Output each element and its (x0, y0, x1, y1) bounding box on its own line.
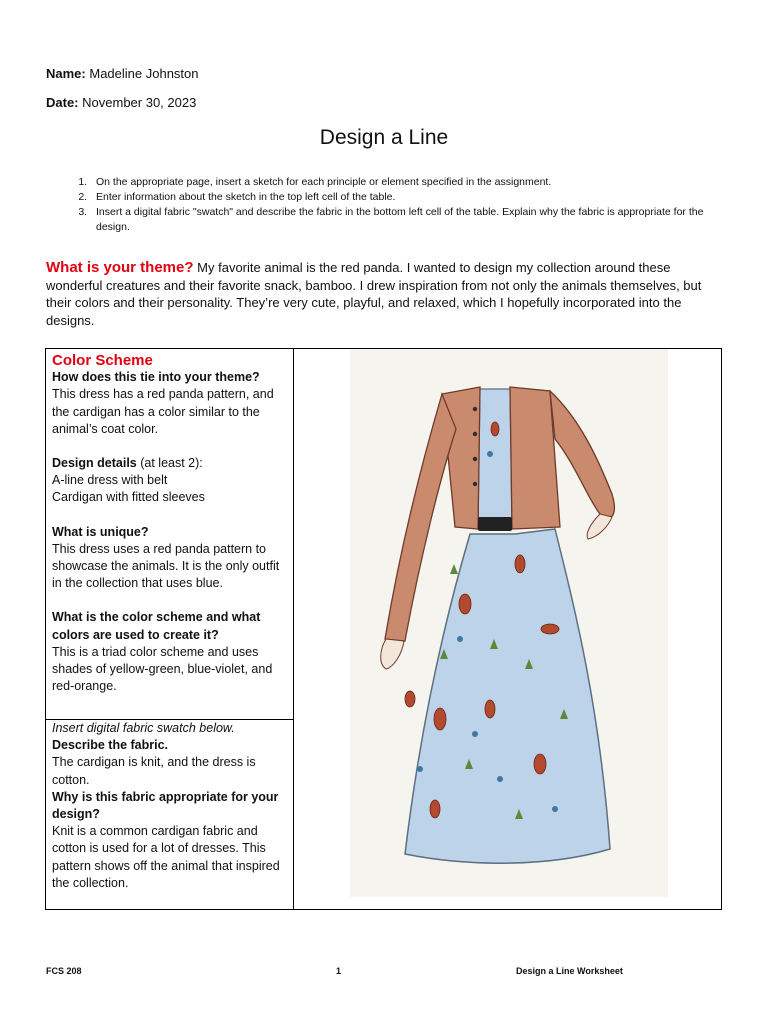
red-panda-motif (534, 754, 546, 774)
question-fabric: Describe the fabric. (52, 738, 169, 753)
right-hand (587, 514, 612, 539)
flower-motif (487, 451, 493, 457)
cardigan-button (473, 407, 477, 411)
dress-belt (478, 517, 512, 531)
page-title: Design a Line (319, 126, 449, 149)
design-table (45, 348, 722, 910)
cardigan-button (473, 482, 477, 486)
footer-page-number: 1 (336, 966, 342, 976)
footer-course: FCS 208 (46, 966, 82, 976)
design-detail-item: Cardigan with fitted sleeves (52, 490, 205, 505)
cardigan-left-sleeve (385, 394, 456, 641)
red-panda-motif (491, 422, 499, 436)
question-theme-tie: How does this tie into your theme? (52, 370, 260, 385)
theme-paragraph (46, 259, 726, 329)
theme-answer: My favorite animal is the red panda. I wanted to design my collection around these wonderful creatures and their favorite snack, bamboo. I drew inspiration from not only the animals themselves, but their colors and their personality. They’re very cute, playful, and relaxed, which I hopefully incorporated into the designs. (46, 260, 702, 328)
answer-theme-tie: This dress has a red panda pattern, and the cardigan has a color similar to the animal’s coat color. (52, 387, 274, 436)
date-label: Date: (46, 95, 79, 110)
question-color-scheme: What is the color scheme and what colors are used to create it? (52, 610, 261, 642)
red-panda-motif (430, 800, 440, 818)
design-details-heading (52, 455, 287, 472)
design-details-hint: (at least 2): (140, 456, 203, 471)
answer-unique: This dress uses a red panda pattern to showcase the animals. It is the only outfit in the collection that uses blue. (52, 541, 280, 591)
red-panda-motif (459, 594, 471, 614)
name-label: Name: (46, 66, 86, 81)
question-unique: What is unique? (52, 524, 149, 539)
question-fabric-appropriate: Why is this fabric appropriate for your design? (52, 789, 279, 822)
instructions-list (46, 175, 730, 235)
red-panda-motif (515, 555, 525, 573)
answer-fabric-appropriate: Knit is a common cardigan fabric and cotton is used for a lot of dresses. This pattern shows off the animal that inspired the collection. (52, 824, 280, 890)
table-left-column (46, 349, 294, 909)
dress-sketch-illustration (350, 349, 668, 897)
section-title: Color Scheme (52, 352, 153, 369)
answer-fabric: The cardigan is knit, and the dress is cotton. (52, 755, 256, 787)
cardigan-button (473, 457, 477, 461)
theme-question: What is your theme? (46, 259, 194, 276)
flower-motif (457, 636, 463, 642)
cardigan-button (473, 432, 477, 436)
name-field (46, 66, 199, 81)
dress-bodice (478, 389, 512, 529)
fabric-cell (46, 720, 293, 892)
red-panda-motif (485, 700, 495, 718)
instruction-item: 3. Insert a digital fabric "swatch" and describe the fabric in the bottom left cell of the table. Explain why the fabric is appropriate for the design. (90, 205, 730, 235)
red-panda-motif (434, 708, 446, 730)
flower-motif (497, 776, 503, 782)
red-panda-motif (405, 691, 415, 707)
flower-motif (472, 731, 478, 737)
design-details-label: Design details (52, 456, 137, 471)
red-panda-motif (541, 624, 559, 634)
instruction-item: 2. Enter information about the sketch in the top left cell of the table. (90, 190, 730, 205)
flower-motif (417, 766, 423, 772)
date-field (46, 95, 196, 110)
info-cell (46, 349, 293, 720)
left-hand (381, 639, 404, 669)
flower-motif (552, 806, 558, 812)
swatch-note: Insert digital fabric swatch below. (52, 721, 235, 735)
design-detail-item: A-line dress with belt (52, 473, 168, 488)
footer-doc-name: Design a Line Worksheet (516, 966, 623, 976)
answer-color-scheme: This is a triad color scheme and uses shades of yellow-green, blue-violet, and red-orange. (52, 644, 273, 694)
name-value: Madeline Johnston (89, 66, 199, 81)
dress-sketch (350, 349, 668, 897)
instruction-item: 1. On the appropriate page, insert a sketch for each principle or element specified in the assignment. (90, 175, 730, 190)
date-value: November 30, 2023 (82, 95, 197, 110)
cardigan-right-sleeve (550, 391, 614, 518)
bamboo-leaf-motif (450, 564, 458, 574)
